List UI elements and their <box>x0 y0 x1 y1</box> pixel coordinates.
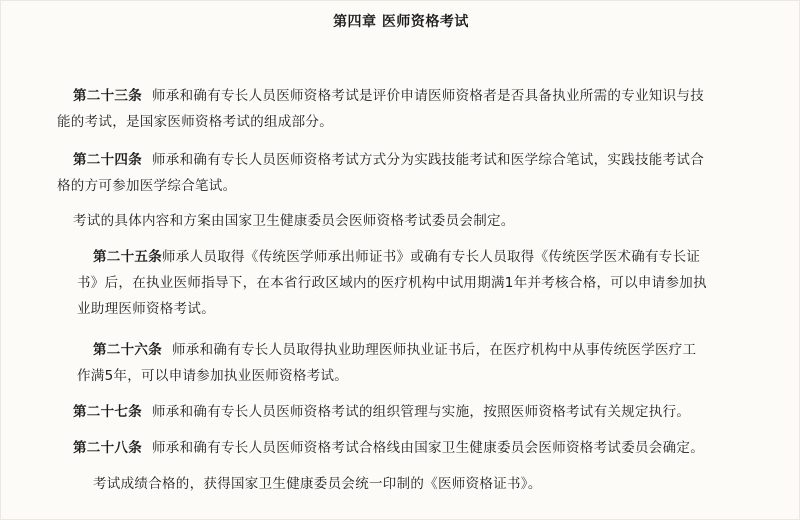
article-23-line-2 <box>57 109 704 135</box>
article-28-text: 师承和确有专长人员医师资格考试合格线由国家卫生健康委员会医师资格考试委员会确定。 <box>152 440 704 456</box>
article-26 <box>77 337 697 389</box>
article-26-text-2: 作满5年，可以申请参加执业医师资格考试。 <box>77 368 349 384</box>
article-24-number: 第二十四条 <box>73 152 142 168</box>
article-25-text-3: 业助理医师资格考试。 <box>77 301 215 317</box>
article-25-text-1: 师承人员取得《传统医学师承出师证书》或确有专长人员取得《传统医学医术确有专长证 <box>162 249 701 265</box>
article-24 <box>57 147 704 199</box>
article-28-number: 第二十八条 <box>73 440 142 456</box>
chapter-title: 第四章 医师资格考试 <box>333 14 469 30</box>
article-24-text-1: 师承和确有专长人员医师资格考试方式分为实践技能考试和医学综合笔试，实践技能考试合 <box>152 152 704 168</box>
article-28 <box>73 435 704 461</box>
article-26-line-1 <box>93 337 696 363</box>
article-25-text-2: 书》后，在执业医师指导下，在本省行政区域内的医疗机构中试用期满1年并考核合格，可以申请参加执 <box>77 275 707 291</box>
exam-content-paragraph <box>73 208 515 234</box>
article-25-line-3 <box>77 296 707 322</box>
article-23 <box>57 83 704 135</box>
article-24-line-1 <box>73 147 704 173</box>
article-25 <box>77 244 707 322</box>
article-25-line-1 <box>93 244 707 270</box>
article-23-line-1 <box>73 83 704 109</box>
article-26-line-2 <box>77 363 696 389</box>
article-25-number: 第二十五条 <box>93 249 162 265</box>
article-26-number: 第二十六条 <box>93 342 162 358</box>
exam-content-text: 考试的具体内容和方案由国家卫生健康委员会医师资格考试委员会制定。 <box>73 213 515 229</box>
article-24-text-2: 格的方可参加医学综合笔试。 <box>57 178 237 194</box>
article-24-line-2 <box>57 173 704 199</box>
certificate-text: 考试成绩合格的，获得国家卫生健康委员会统一印制的《医师资格证书》。 <box>93 476 542 492</box>
article-27 <box>73 399 690 425</box>
article-25-line-2 <box>77 270 707 296</box>
article-23-text-1: 师承和确有专长人员医师资格考试是评价申请医师资格者是否具备执业所需的专业知识与技 <box>152 88 704 104</box>
article-23-text-2: 能的考试，是国家医师资格考试的组成部分。 <box>57 114 333 130</box>
article-27-text: 师承和确有专长人员医师资格考试的组织管理与实施，按照医师资格考试有关规定执行。 <box>152 404 691 420</box>
certificate-paragraph <box>93 471 542 497</box>
article-27-number: 第二十七条 <box>73 404 142 420</box>
article-23-number: 第二十三条 <box>73 88 142 104</box>
article-26-text-1: 师承和确有专长人员取得执业助理医师执业证书后，在医疗机构中从事传统医学医疗工 <box>172 342 697 358</box>
